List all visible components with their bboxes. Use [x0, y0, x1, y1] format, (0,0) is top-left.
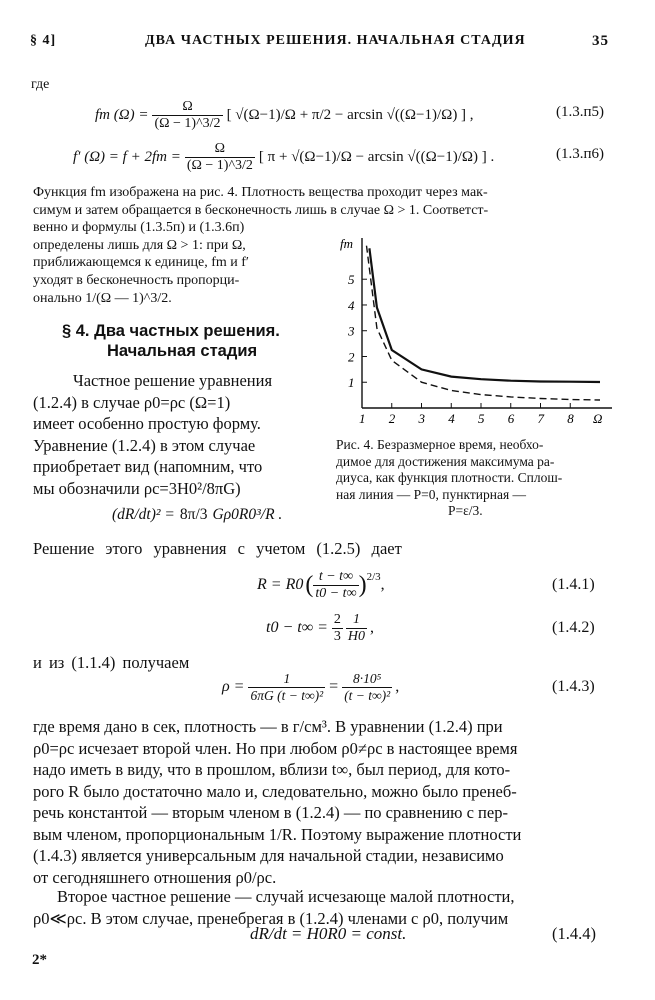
figure-4-plot [330, 228, 616, 440]
eq-p6-num: Ω [185, 141, 255, 158]
x-axis-label: Ω [593, 411, 603, 426]
y-tick-label: 3 [348, 323, 355, 339]
eq142-tail: , [370, 619, 375, 636]
eq144-lhs: dR/dt [250, 924, 287, 943]
function-line: онально 1/(Ω — 1)^3/2. [33, 290, 172, 306]
section-mark: § 4] [30, 33, 57, 48]
eq-p5-fraction [152, 99, 222, 132]
eq-diff-lhs: (dR/dt)² = [112, 506, 175, 523]
eq-p5-lhs: fm (Ω) = [95, 106, 149, 123]
caption-line: ная линия — P=0, пунктирная — [336, 486, 527, 502]
where-word: где [31, 77, 50, 92]
time-line: рого R было достаточно мало и, следовательно, можно было пренеб- [33, 781, 517, 801]
eq143-number: (1.4.3) [552, 678, 595, 695]
second-line: Второе частное решение — случай исчезающе малой плотности, [57, 887, 515, 906]
eq142-f2-num: 1 [346, 612, 367, 629]
eq142-fraction-1 [332, 612, 343, 645]
function-line: симум и затем обращается в бесконечность лишь в случае Ω > 1. Соответст- [33, 202, 489, 218]
eq142-f1-num: 2 [333, 611, 341, 627]
eq-p5-bracket: [ √(Ω−1)/Ω + π/2 − arcsin √((Ω−1)/Ω) ] , [226, 106, 474, 123]
x-tick-label: 7 [537, 411, 544, 426]
eq-diff-rhs: Gρ0R0³/R . [212, 506, 283, 523]
eq-p5-den: (Ω − 1)^3/2 [154, 115, 221, 131]
equation-1-4-3: ρ = $\frac{1}{\text{6πG (t − t∞)²}}$ = $\frac{\text{8·10⁵}}{\text{(t − t∞)²}}$ , [222, 670, 400, 703]
caption-line: P=ε/3. [448, 503, 483, 518]
intro-line: приобретает вид (напомним, что [33, 457, 263, 476]
time-line: где время дано в сек, плотность — в г/см³. В уравнении (1.2.4) при [33, 717, 503, 736]
y-tick-label: 4 [348, 297, 355, 313]
eq-diff-coef: 8π/3 [179, 506, 208, 523]
function-line: приближающемся к единице, fm и f′ [33, 255, 249, 271]
eq143-f1-den: 6πG (t − t∞)² [250, 687, 324, 703]
running-title: ДВА ЧАСТНЫХ РЕШЕНИЯ. НАЧАЛЬНАЯ СТАДИЯ [145, 33, 526, 48]
eq142-number: (1.4.2) [552, 619, 595, 636]
eq141-number: (1.4.1) [552, 576, 595, 593]
caption-line: диуса, как функция плотности. Сплош- [336, 470, 563, 485]
eq-p6-fraction [185, 141, 255, 174]
function-line: Функция fm изображена на рис. 4. Плотность вещества проходит через мак- [33, 185, 488, 200]
eq141-den: t0 − t∞ [315, 585, 357, 601]
y-tick-label: 2 [348, 349, 355, 365]
eq141-lhs: R = R0 [257, 576, 304, 593]
second-line: ρ0≪ρc. В этом случае, пренебрегая в (1.2.4) членами с ρ0, получим [33, 908, 509, 928]
caption-line: димое для достижения максимума ра- [336, 453, 555, 469]
y-tick-label: 5 [348, 272, 355, 288]
eq144-rhs: = H0R0 = const. [290, 924, 407, 943]
time-line: вым членом, пропорциональным 1/R. Поэтому выражение плотности [33, 824, 522, 844]
eq142-lhs: t0 − t∞ = [266, 619, 328, 636]
eq143-lhs: ρ = [222, 678, 245, 695]
eq-p6-den: (Ω − 1)^3/2 [186, 157, 253, 173]
eq143-f2-den: (t − t∞)² [344, 687, 391, 703]
eq-p5-num: Ω [152, 99, 222, 116]
equation-dR-dt [112, 495, 282, 535]
x-tick-label: 3 [418, 411, 425, 426]
eq143-f1-num: 1 [248, 671, 325, 688]
eq-p5-number: (1.3.п5) [556, 104, 605, 120]
series-line-solid-p0 [369, 248, 600, 382]
eq-p6-lhs: f′ (Ω) = f + 2fm = [73, 148, 181, 165]
intro-paragraph [33, 370, 272, 499]
equation-1-4-1: R = R0 ( $\frac{t - t\infty}{t0 - t\infty}$ ) $^{2/3}$ , [257, 568, 385, 601]
time-line: (1.4.3) является универсальным для начальной стадии, независимо [33, 846, 504, 865]
equation-1-4-4 [250, 914, 406, 954]
eq143-tail: , [395, 678, 400, 695]
x-tick-label: 6 [507, 411, 515, 426]
function-line: определены лишь для Ω > 1: при Ω, [33, 237, 246, 253]
signature-mark: 2* [32, 952, 47, 968]
x-tick-label: 5 [478, 411, 485, 426]
eq143-fraction-1 [248, 671, 325, 704]
eq-p6-number: (1.3.п6) [556, 146, 605, 162]
intro-line: имеет особенно простую форму. [33, 414, 261, 433]
intro-line: мы обозначили ρc=3H0²/8πG) [33, 478, 241, 498]
intro-line: Уравнение (1.2.4) в этом случае [33, 435, 256, 455]
intro-line: Частное решение уравнения [73, 371, 273, 390]
section-title-line2: Начальная стадия [107, 342, 258, 360]
time-paragraph [33, 716, 521, 888]
eq141-fraction [313, 569, 358, 602]
eq144-number: (1.4.4) [552, 924, 596, 943]
solution-sentence: Решение этого уравнения с учетом (1.2.5) дает [33, 539, 402, 558]
equation-1-3-p5 [95, 95, 474, 135]
figure-caption [336, 437, 562, 520]
x-tick-label: 8 [567, 411, 574, 426]
series-line-dashed-p-eps3 [367, 246, 601, 400]
eq141-num: t − t∞ [313, 569, 358, 586]
caption-line: Рис. 4. Безразмерное время, необхо- [336, 437, 544, 452]
function-line: уходят в бесконечность пропорци- [33, 272, 240, 288]
time-line: от сегодняшнего отношения ρ0/ρc. [33, 867, 277, 887]
y-axis-label: fm [340, 236, 353, 251]
intro-line: (1.2.4) в случае ρ0=ρc (Ω=1) [33, 392, 231, 412]
eq142-fraction-2 [346, 612, 367, 645]
equation-1-3-p6 [73, 137, 494, 177]
x-tick-label: 4 [448, 411, 455, 426]
time-line: речь константой — вторым членом в (1.2.4) — по сравнению с пер- [33, 803, 508, 822]
x-tick-label: 2 [388, 411, 396, 426]
section-title-line1: § 4. Два частных решения. [62, 322, 280, 340]
eq141-power: 2/3 [366, 571, 381, 583]
eq-p6-bracket: [ π + √(Ω−1)/Ω − arcsin √((Ω−1)/Ω) ] . [258, 148, 495, 165]
eq142-f2-den: H0 [347, 628, 366, 644]
function-line: венно и формулы (1.3.5п) и (1.3.6п) [33, 220, 245, 236]
eq142-f1-den: 3 [333, 628, 341, 644]
page-number: 35 [592, 33, 609, 49]
time-line: ρ0=ρc исчезает второй член. Но при любом ρ0≠ρc в настоящее время [33, 738, 518, 758]
time-line: надо иметь в виду, что в прошлом, вблизи t∞, был период, для кото- [33, 760, 511, 779]
y-tick-label: 1 [348, 375, 355, 391]
x-tick-label: 1 [359, 411, 366, 426]
eq143-fraction-2 [342, 671, 392, 704]
eq143-f2-num: 8·10⁵ [342, 671, 392, 688]
equation-1-4-2 [266, 608, 374, 648]
from-sentence: и из (1.1.4) получаем [33, 653, 190, 672]
